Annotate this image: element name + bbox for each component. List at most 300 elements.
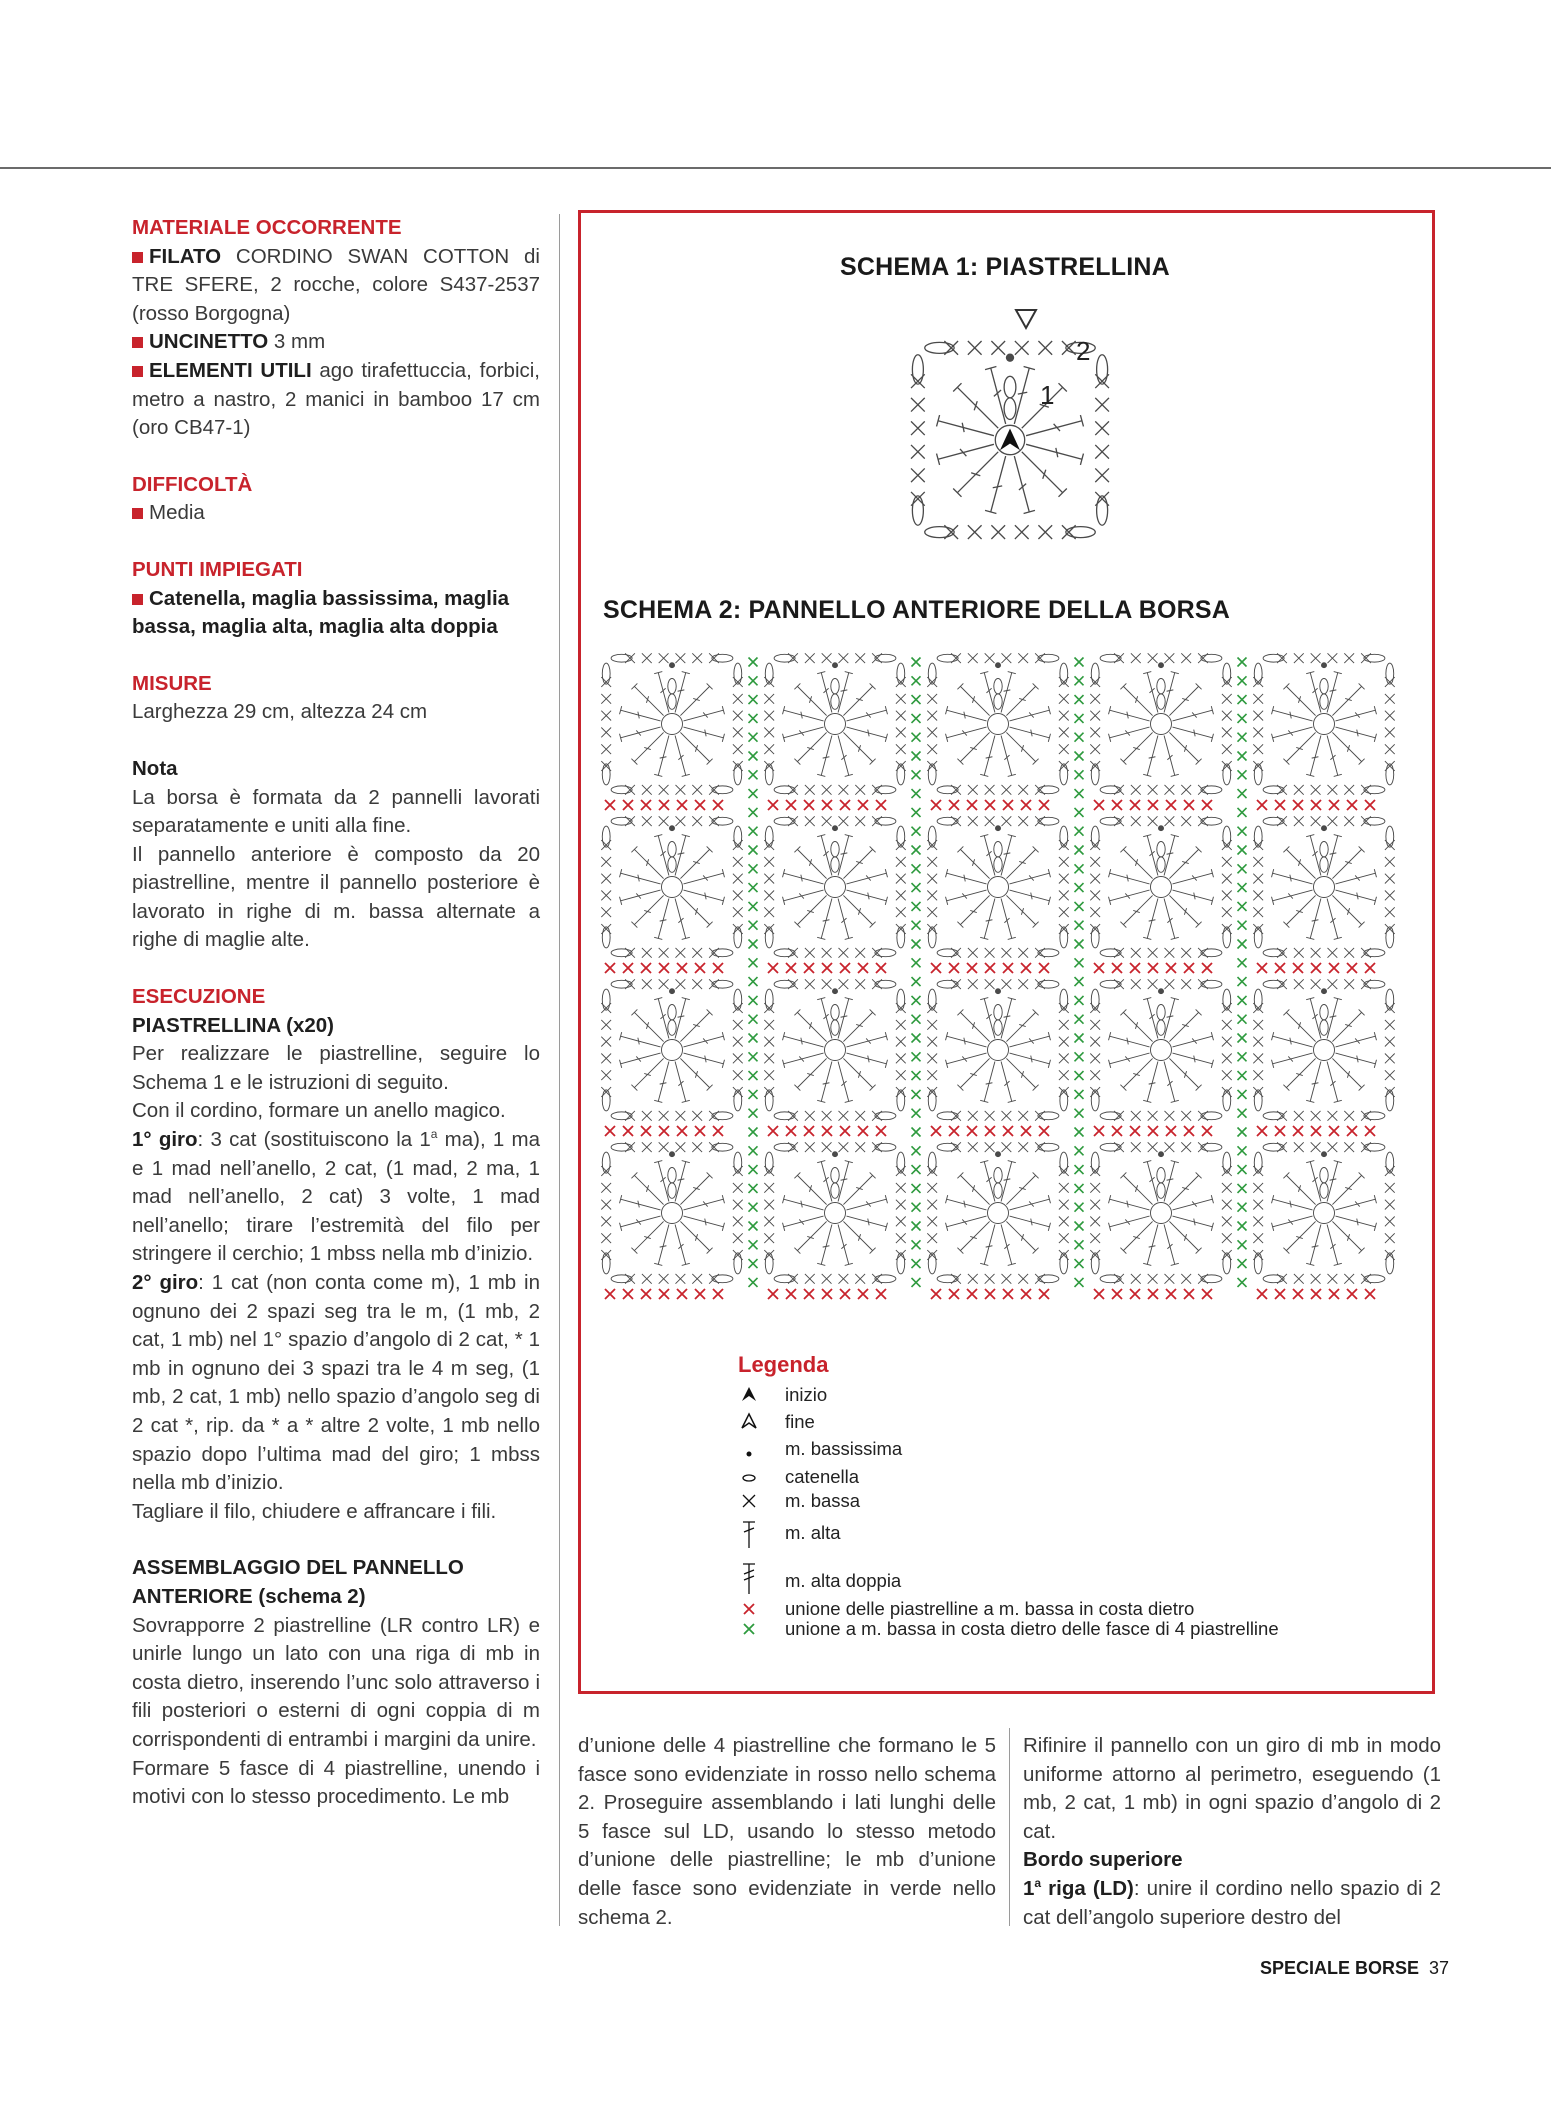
green-join-mark	[1075, 1052, 1084, 1061]
red-join-mark	[605, 800, 615, 810]
round-label-1: 1	[1040, 380, 1055, 410]
green-join-mark	[912, 770, 921, 779]
red-join-mark	[786, 800, 796, 810]
legend-item: m. bassa	[738, 1490, 828, 1520]
green-join-mark	[749, 1090, 758, 1099]
column-divider	[1009, 1728, 1010, 1926]
red-join-mark	[1184, 1289, 1194, 1299]
red-join-mark	[804, 800, 814, 810]
green-join-mark	[1238, 921, 1247, 930]
legend-item: fine	[738, 1411, 828, 1438]
green-join-mark	[1075, 1278, 1084, 1287]
green-join-mark	[1238, 1015, 1247, 1024]
green-join-mark	[1238, 1259, 1247, 1268]
red-join-mark	[804, 1289, 814, 1299]
green-join-mark	[749, 1146, 758, 1155]
elementi-line: ELEMENTI UTILI ago tirafettuccia, forbici, metro a nastro, 2 manici in bamboo 17 cm (oro CB47-1)	[132, 358, 541, 440]
green-join-mark	[912, 958, 921, 967]
red-join-mark	[1094, 1289, 1104, 1299]
red-join-mark	[695, 1289, 705, 1299]
green-join-mark	[912, 752, 921, 761]
red-join-mark	[949, 1126, 959, 1136]
tile-motif	[927, 816, 1068, 957]
green-join-mark	[749, 1128, 758, 1137]
green-join-mark	[1075, 752, 1084, 761]
red-join-mark	[605, 963, 615, 973]
green-join-mark	[1238, 1109, 1247, 1118]
red-join-mark	[985, 1289, 995, 1299]
red-join-mark	[1130, 1126, 1140, 1136]
green-join-mark	[749, 789, 758, 798]
tile-motif	[601, 979, 742, 1120]
red-join-mark	[840, 1289, 850, 1299]
green-join-mark	[1075, 1222, 1084, 1231]
tile-motif	[1090, 653, 1231, 794]
red-join-mark	[623, 1289, 633, 1299]
red-join-mark	[1329, 963, 1339, 973]
piastrellina-heading: PIASTRELLINA (x20)	[132, 1013, 334, 1037]
green-join-mark	[912, 733, 921, 742]
red-join-mark	[876, 1289, 886, 1299]
green-join-mark	[749, 752, 758, 761]
red-join-mark	[786, 963, 796, 973]
tile-motif	[1090, 816, 1231, 957]
green-join-mark	[1238, 789, 1247, 798]
red-join-mark	[931, 1289, 941, 1299]
green-join-mark	[749, 883, 758, 892]
end-arrow-icon	[738, 1411, 760, 1431]
green-join-mark	[1238, 1071, 1247, 1080]
green-join-mark	[1238, 1090, 1247, 1099]
green-join-mark	[912, 864, 921, 873]
red-join-mark	[1130, 1289, 1140, 1299]
legend-item: catenella	[738, 1466, 828, 1490]
red-join-mark	[804, 1126, 814, 1136]
green-join-mark	[1238, 1165, 1247, 1174]
red-join-mark	[1257, 963, 1267, 973]
green-join-mark	[912, 1146, 921, 1155]
materiale-heading: MATERIALE OCCORRENTE	[132, 216, 402, 239]
green-join-mark	[912, 1034, 921, 1043]
tile-motif	[927, 979, 1068, 1120]
red-join-mark	[985, 1126, 995, 1136]
red-join-mark	[1347, 963, 1357, 973]
red-join-mark	[1003, 1126, 1013, 1136]
red-join-mark	[822, 1126, 832, 1136]
tile-motif	[601, 1142, 742, 1283]
red-join-mark	[1003, 1289, 1013, 1299]
giro1-paragraph: 1° giro: 3 cat (sostituiscono la 1$^a$ ma), 1 ma e 1 mad nell’anello, 2 cat, (1 mad, 2 ma, 1 mad nell’anello, 2 cat) 3 volte, 1 mad nell’anello; tirare l’estremità del filo per stringere il cerchio; 1 mbss nella mb d’inizio.	[132, 1127, 541, 1266]
green-join-mark	[912, 921, 921, 930]
green-join-mark	[912, 940, 921, 949]
green-join-mark	[749, 1203, 758, 1212]
red-join-mark	[949, 1289, 959, 1299]
red-join-mark	[1112, 800, 1122, 810]
green-join-mark	[1238, 658, 1247, 667]
tile-motif	[601, 653, 742, 794]
red-join-mark	[623, 800, 633, 810]
green-join-mark	[1075, 902, 1084, 911]
difficolta-line: Media	[132, 499, 540, 528]
green-join-mark	[749, 808, 758, 817]
green-join-mark	[749, 1071, 758, 1080]
rifinire-paragraph: Rifinire il pannello con un giro di mb in modo uniforme attorno al perimetro, eseguendo (1 mb, 2 cat, 1 mb) in ogni spazio d’angolo di 2 cat.	[1023, 1734, 1441, 1843]
red-join-mark	[713, 800, 723, 810]
green-join-mark	[1075, 1184, 1084, 1193]
green-join-mark	[912, 1240, 921, 1249]
treble-crochet-icon	[738, 1562, 760, 1596]
green-join-mark	[1075, 1240, 1084, 1249]
red-join-mark	[713, 1126, 723, 1136]
green-join-mark	[1075, 1109, 1084, 1118]
assemblaggio-heading-2: ANTERIORE (schema 2)	[132, 1584, 366, 1608]
legend-item: unione a m. bassa in costa dietro delle fasce di 4 piastrelline	[738, 1618, 828, 1640]
green-join-mark	[1075, 1128, 1084, 1137]
green-join-mark	[1075, 921, 1084, 930]
green-join-mark	[749, 770, 758, 779]
top-rule	[0, 167, 1551, 169]
green-join-mark	[1075, 996, 1084, 1005]
green-join-mark	[749, 1222, 758, 1231]
red-join-mark	[1021, 963, 1031, 973]
bullet-square-icon	[132, 508, 143, 519]
red-join-mark	[1166, 800, 1176, 810]
start-arrow-icon	[738, 1384, 760, 1404]
oval-icon	[738, 1466, 760, 1486]
tile-motif	[1253, 1142, 1394, 1283]
red-join-mark	[641, 963, 651, 973]
red-join-mark	[1365, 1126, 1375, 1136]
giro2-end: Tagliare il filo, chiudere e affrancare i fili.	[132, 1499, 497, 1523]
green-join-mark	[912, 1109, 921, 1118]
punti-line: Catenella, maglia bassissima, maglia bassa, maglia alta, maglia alta doppia	[132, 586, 510, 639]
red-join-mark	[1329, 1289, 1339, 1299]
nota-paragraph-2: Il pannello anteriore è composto da 20 piastrelline, mentre il pannello posteriore è lavorato in righe di m. bassa alternate a righe di maglie alte.	[132, 842, 540, 952]
red-join-mark	[949, 963, 959, 973]
red-join-mark	[677, 963, 687, 973]
red-join-mark	[1021, 1289, 1031, 1299]
red-join-mark	[858, 1289, 868, 1299]
red-join-mark	[768, 1289, 778, 1299]
red-join-mark	[876, 1126, 886, 1136]
red-join-mark	[822, 800, 832, 810]
red-join-mark	[1275, 800, 1285, 810]
red-join-mark	[1275, 963, 1285, 973]
legend-item: unione delle piastrelline a m. bassa in costa dietro	[738, 1598, 828, 1618]
green-join-mark	[1075, 827, 1084, 836]
green-join-mark	[1238, 1278, 1247, 1287]
red-join-mark	[1039, 1126, 1049, 1136]
tile-motif	[1253, 816, 1394, 957]
esecuzione-heading: ESECUZIONE	[132, 985, 266, 1009]
bordo-heading: Bordo superiore	[1023, 1848, 1183, 1872]
red-join-mark	[659, 1289, 669, 1299]
red-join-mark	[840, 1126, 850, 1136]
legend-item: inizio	[738, 1384, 828, 1411]
middle-column: d’unione delle 4 piastrelline che formano le 5 fasce sono evidenziate in rosso nello schema 2. Proseguire assemblando i lati lunghi delle 5 fasce sul LD, usando lo stesso metodo d’unione delle piastrelline; le mb d’unione delle fasce sono evidenziate in verde nello schema 2.	[578, 1734, 996, 1929]
red-join-mark	[1021, 1126, 1031, 1136]
red-join-mark	[659, 1126, 669, 1136]
red-join-mark	[1184, 800, 1194, 810]
tile-motif	[1090, 979, 1231, 1120]
green-join-mark	[1238, 940, 1247, 949]
green-join-mark	[749, 921, 758, 930]
red-join-mark	[1347, 800, 1357, 810]
red-join-mark	[1311, 1289, 1321, 1299]
red-join-mark	[1293, 1126, 1303, 1136]
green-join-mark	[912, 846, 921, 855]
red-join-mark	[605, 1126, 615, 1136]
red-join-mark	[1148, 1126, 1158, 1136]
green-join-mark	[1238, 883, 1247, 892]
red-join-mark	[876, 963, 886, 973]
green-join-mark	[1075, 1090, 1084, 1099]
red-join-mark	[677, 1126, 687, 1136]
schema1-title: SCHEMA 1: PIASTRELLINA	[840, 253, 1170, 281]
page-number: 37	[1429, 1958, 1450, 1978]
red-join-mark	[768, 800, 778, 810]
red-join-mark	[1329, 800, 1339, 810]
red-join-mark	[967, 1289, 977, 1299]
green-join-mark	[912, 977, 921, 986]
tile-motif	[927, 1142, 1068, 1283]
tile-motif	[764, 653, 905, 794]
green-join-mark	[912, 695, 921, 704]
green-join-mark	[1238, 714, 1247, 723]
green-join-mark	[1238, 846, 1247, 855]
green-join-mark	[1075, 940, 1084, 949]
green-join-mark	[1075, 864, 1084, 873]
red-join-mark	[768, 1126, 778, 1136]
green-join-mark	[749, 1278, 758, 1287]
tile-motif	[764, 816, 905, 957]
legend	[738, 1352, 1279, 1640]
green-join-mark	[1238, 1146, 1247, 1155]
red-join-mark	[1275, 1289, 1285, 1299]
green-join-mark	[1238, 808, 1247, 817]
green-join-mark	[1075, 958, 1084, 967]
red-join-mark	[1039, 800, 1049, 810]
green-join-mark	[749, 1052, 758, 1061]
green-join-mark	[749, 1165, 758, 1174]
red-join-mark	[822, 963, 832, 973]
red-join-mark	[1094, 800, 1104, 810]
legend-item: m. bassissima	[738, 1438, 828, 1466]
red-join-mark	[804, 963, 814, 973]
green-join-mark	[1075, 789, 1084, 798]
assemblaggio-paragraph-1: Sovrapporre 2 piastrelline (LR contro LR) e unirle lungo un lato con una riga di mb in costa dietro, inserendo l’unc solo attraverso i fili posteriori o esterni di ogni coppia di m corrispondenti di entrambi i margini da unire.	[132, 1613, 540, 1751]
green-join-mark	[749, 733, 758, 742]
green-join-mark	[912, 1259, 921, 1268]
red-join-mark	[1365, 800, 1375, 810]
dot-icon	[738, 1438, 760, 1458]
green-join-mark	[749, 846, 758, 855]
red-join-mark	[1166, 1126, 1176, 1136]
red-join-mark	[1311, 800, 1321, 810]
nota-heading: Nota	[132, 756, 178, 780]
red-join-mark	[949, 800, 959, 810]
green-join-mark	[1238, 1203, 1247, 1212]
giro2-paragraph: 2° giro: 1 cat (non conta come m), 1 mb in ognuno dei 2 spazi seg tra le m, (1 mb, 2 cat, 1 mb) nel 1° spazio d’angolo di 2 cat, * 1 mb in ognuno dei 3 spazi tra le 4 m seg, (1 mb, 2 cat, 1 mb) nello spazio d’angolo seg di 2 cat *, rip. da * a * altre 2 volte, 1 mb nello spazio dopo l’ultima mad del giro; 1 mbss nella mb d’inizio.	[132, 1271, 540, 1495]
green-join-mark	[1238, 827, 1247, 836]
red-join-mark	[1275, 1126, 1285, 1136]
green-join-mark	[912, 658, 921, 667]
red-join-mark	[768, 963, 778, 973]
red-join-mark	[931, 1126, 941, 1136]
green-join-mark	[1075, 883, 1084, 892]
red-join-mark	[713, 963, 723, 973]
green-join-mark	[749, 827, 758, 836]
red-join-mark	[677, 800, 687, 810]
red-join-mark	[1039, 963, 1049, 973]
red-join-mark	[1202, 800, 1212, 810]
red-join-mark	[1166, 1289, 1176, 1299]
green-join-mark	[912, 827, 921, 836]
red-join-mark	[1347, 1126, 1357, 1136]
red-join-mark	[695, 963, 705, 973]
red-join-mark	[641, 1126, 651, 1136]
green-join-mark	[1075, 1015, 1084, 1024]
tile-motif	[927, 653, 1068, 794]
red-join-mark	[1293, 1289, 1303, 1299]
green-join-mark	[912, 1165, 921, 1174]
green-join-mark	[912, 1015, 921, 1024]
schema1-diagram	[890, 302, 1130, 554]
red-join-mark	[858, 963, 868, 973]
green-join-mark	[912, 1278, 921, 1287]
red-join-mark	[623, 1126, 633, 1136]
green-join-mark	[1075, 1146, 1084, 1155]
green-join-mark	[1075, 733, 1084, 742]
tile-motif	[1253, 979, 1394, 1120]
misure-text: Larghezza 29 cm, altezza 24 cm	[132, 700, 428, 724]
green-join-mark	[1238, 1052, 1247, 1061]
green-join-mark	[749, 676, 758, 685]
green-join-mark	[912, 1052, 921, 1061]
red-join-mark	[1166, 963, 1176, 973]
red-join-mark	[1112, 963, 1122, 973]
red-join-mark	[1112, 1289, 1122, 1299]
red-join-mark	[967, 1126, 977, 1136]
red-join-mark	[1184, 1126, 1194, 1136]
green-join-mark	[1075, 1259, 1084, 1268]
misure-heading: MISURE	[132, 671, 212, 695]
red-join-mark	[641, 800, 651, 810]
column-divider	[559, 214, 560, 1926]
red-join-mark	[1112, 1126, 1122, 1136]
red-join-mark	[1202, 1126, 1212, 1136]
green-join-mark	[1238, 752, 1247, 761]
red-join-mark	[1202, 963, 1212, 973]
uncinetto-line: UNCINETTO 3 mm	[132, 328, 540, 357]
red-join-mark	[1021, 800, 1031, 810]
green-join-mark	[1238, 1222, 1247, 1231]
green-join-mark	[1238, 864, 1247, 873]
red-join-mark	[786, 1126, 796, 1136]
red-join-mark	[659, 963, 669, 973]
bullet-square-icon	[132, 594, 143, 605]
red-join-mark	[858, 1126, 868, 1136]
green-join-mark	[1238, 1128, 1247, 1137]
red-join-mark	[1039, 1289, 1049, 1299]
red-join-mark	[1094, 963, 1104, 973]
bullet-square-icon	[132, 252, 143, 263]
left-column	[132, 214, 540, 1812]
green-join-mark	[749, 1034, 758, 1043]
red-join-mark	[1148, 800, 1158, 810]
red-join-mark	[1257, 800, 1267, 810]
difficolta-heading: DIFFICOLTÀ	[132, 472, 253, 496]
red-join-mark	[695, 800, 705, 810]
green-join-mark	[912, 1071, 921, 1080]
green-join-mark	[1238, 958, 1247, 967]
green-join-mark	[1075, 770, 1084, 779]
green-join-mark	[1238, 770, 1247, 779]
red-join-mark	[1003, 963, 1013, 973]
tile-motif	[1090, 1142, 1231, 1283]
green-join-mark	[749, 996, 758, 1005]
cross-icon	[738, 1490, 760, 1510]
tile-motif	[601, 816, 742, 957]
red-join-mark	[822, 1289, 832, 1299]
green-join-mark	[912, 1090, 921, 1099]
red-cross-icon	[738, 1598, 760, 1618]
bullet-square-icon	[132, 366, 143, 377]
double-crochet-icon	[738, 1520, 760, 1550]
green-join-mark	[912, 902, 921, 911]
red-join-mark	[840, 963, 850, 973]
green-cross-icon	[738, 1618, 760, 1638]
tile-motif	[911, 341, 1109, 539]
bullet-square-icon	[132, 337, 143, 348]
green-join-mark	[912, 808, 921, 817]
green-join-mark	[1075, 1203, 1084, 1212]
green-join-mark	[749, 1184, 758, 1193]
green-join-mark	[1238, 996, 1247, 1005]
legend-item: m. alta	[738, 1520, 828, 1562]
red-join-mark	[1130, 800, 1140, 810]
red-join-mark	[1257, 1126, 1267, 1136]
red-join-mark	[1347, 1289, 1357, 1299]
red-join-mark	[605, 1289, 615, 1299]
red-join-mark	[876, 800, 886, 810]
red-join-mark	[1311, 963, 1321, 973]
green-join-mark	[749, 977, 758, 986]
assemblaggio-heading-1: ASSEMBLAGGIO DEL PANNELLO	[132, 1556, 464, 1580]
green-join-mark	[912, 714, 921, 723]
red-join-mark	[931, 800, 941, 810]
green-join-mark	[1075, 808, 1084, 817]
green-join-mark	[749, 1259, 758, 1268]
green-join-mark	[749, 902, 758, 911]
round-label-2: 2	[1076, 336, 1091, 366]
red-join-mark	[713, 1289, 723, 1299]
piastrellina-paragraph-1: Per realizzare le piastrelline, seguire lo Schema 1 e le istruzioni di seguito.	[132, 1042, 540, 1094]
red-join-mark	[695, 1126, 705, 1136]
red-join-mark	[967, 963, 977, 973]
green-join-mark	[749, 1015, 758, 1024]
green-join-mark	[749, 695, 758, 704]
green-join-mark	[912, 789, 921, 798]
red-join-mark	[786, 1289, 796, 1299]
green-join-mark	[1075, 658, 1084, 667]
red-join-mark	[1003, 800, 1013, 810]
red-join-mark	[659, 800, 669, 810]
green-join-mark	[749, 1109, 758, 1118]
red-join-mark	[1094, 1126, 1104, 1136]
red-join-mark	[858, 800, 868, 810]
red-join-mark	[1257, 1289, 1267, 1299]
